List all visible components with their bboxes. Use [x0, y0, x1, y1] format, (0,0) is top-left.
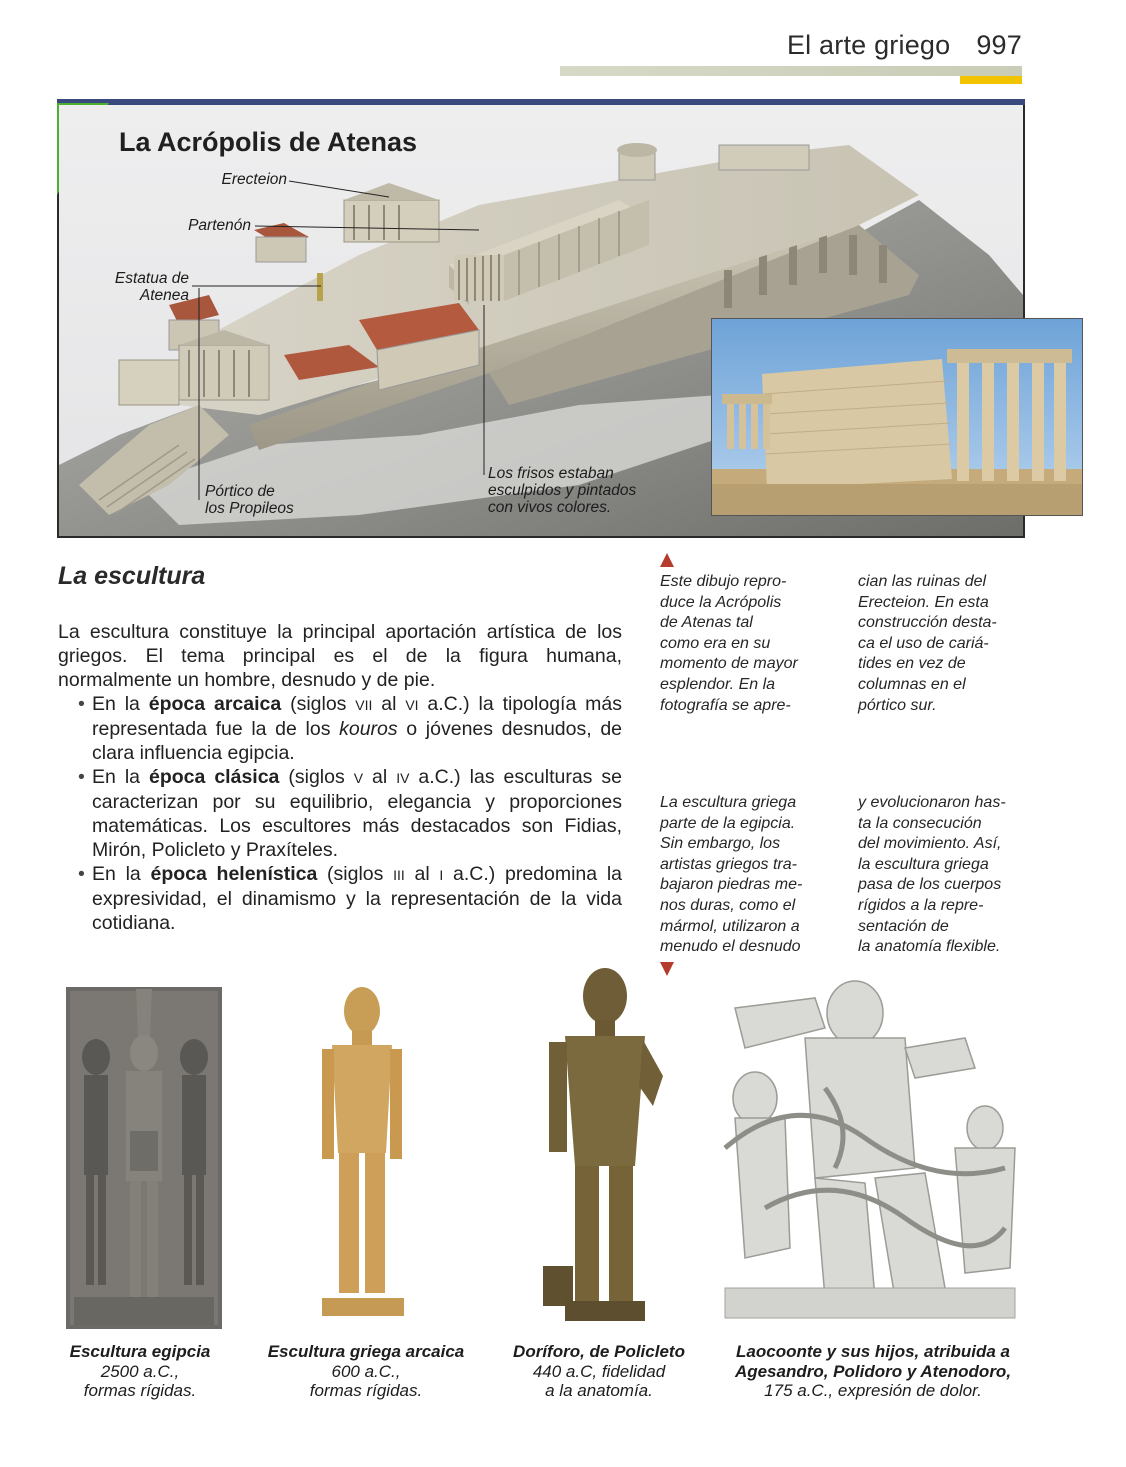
caption-laocoon-desc: 175 a.C., expresión de dolor.	[764, 1381, 982, 1400]
list-item-hellenistic: • En la época helenística (siglos III al I a.C.) predomina la expresividad, el dinamismo y la representación de la vida cotidiana.	[78, 863, 623, 934]
header-rule	[560, 66, 1022, 76]
caption-laocoon-title: Laocoonte y sus hijos, atribuida a	[736, 1342, 1010, 1361]
caption-doryphoros-desc: a la anatomía.	[545, 1381, 653, 1400]
label-partenon: Partenón	[188, 217, 251, 234]
caption-archaic-date: 600 a.C.,	[331, 1361, 401, 1381]
caption-archaic-desc: formas rígidas.	[309, 1381, 423, 1400]
caption-doryphoros-date: 440 a.C, fidelidad	[532, 1361, 666, 1381]
acropolis-figure	[57, 103, 1025, 538]
caption-egyptian-date: 2500 a.C.,	[100, 1361, 180, 1381]
caption-archaic-title: Escultura griega arcaica	[267, 1342, 465, 1361]
caption-laocoon	[714, 1342, 1032, 1401]
label-estatua-atenea	[79, 270, 189, 304]
label-frisos	[488, 465, 636, 516]
page-number: 997	[976, 30, 1022, 60]
arrow-up-icon	[660, 553, 674, 567]
section-body	[58, 620, 622, 935]
header-accent-tab	[960, 76, 1022, 84]
label-portico-propileos	[205, 483, 294, 517]
photo-note-col2: cian las ruinas del Erecteion. En esta construcción desta- ca el uso de cariá- tides en vez de columnas en el pórtico sur.	[858, 573, 997, 714]
running-header	[787, 30, 1022, 61]
archaic-kouros-image	[312, 983, 414, 1329]
caption-egyptian-desc: formas rígidas.	[83, 1381, 197, 1400]
caption-egyptian	[40, 1342, 240, 1401]
label-portico-line2: los Propileos	[205, 500, 294, 517]
term-archaic: época arcaica	[148, 693, 282, 715]
caption-archaic	[256, 1342, 476, 1401]
caption-doryphoros-title: Doríforo, de Policleto	[513, 1342, 685, 1361]
caption-egyptian-title: Escultura egipcia	[69, 1342, 211, 1361]
egyptian-sculpture-image	[66, 987, 222, 1329]
sculpt-note-col1: La escultura griega parte de la egipcia. Sin embargo, los artistas griegos tra- bajaron piedras me- nos duras, como el mármol, utilizaron a menudo el desnudo	[660, 794, 803, 956]
caption-laocoon-authors: Agesandro, Polidoro y Atenodoro,	[734, 1361, 1012, 1381]
figure-title: La Acrópolis de Atenas	[119, 127, 418, 157]
label-frisos-line2: esculpidos y pintados	[488, 482, 637, 499]
label-erecteion: Erecteion	[221, 171, 287, 188]
label-portico-line1: Pórtico de	[205, 483, 275, 500]
term-hellenistic: época helenística	[150, 863, 318, 885]
photo-note-col1: Este dibujo repro- duce la Acrópolis de Atenas tal como era en su momento de mayor esplendor. En la fotografía se apre-	[660, 573, 798, 714]
list-item-archaic: • En la época arcaica (siglos VII al VI a.C.) la tipología más representada fue la de los kouros o jóvenes desnudos, de clara influencia egipcia.	[78, 693, 623, 764]
athena-statue-drawing	[317, 273, 323, 301]
list-item-classical: • En la época clásica (siglos V al IV a.C.) las esculturas se caracterizan por su equilibrio, elegancia y proporciones matemáticas. Los escultores más destacados son Fidias, Mirón, Policleto y Praxíteles.	[78, 766, 623, 861]
label-frisos-line3: con vivos colores.	[488, 499, 612, 516]
erecteion-photo	[711, 318, 1083, 516]
section-title: La escultura	[58, 562, 206, 590]
label-frisos-line1: Los frisos estaban	[488, 465, 614, 482]
label-estatua-line1: Estatua de	[114, 270, 189, 287]
laocoon-group-image	[705, 968, 1025, 1330]
term-classical: época clásica	[149, 766, 280, 788]
sculpt-note-col2: y evolucionaron has- ta la consecución del movimiento. Así, la escultura griega pasa de los cuerpos rígidos a la repre- sentación de la anatomía flexible.	[858, 794, 1006, 956]
intro-paragraph: La escultura constituye la principal aportación artística de los griegos. El tema principal es el de la figura humana, normalmente un hombre, desnudo y de pie.	[58, 621, 622, 691]
caption-doryphoros	[497, 1342, 701, 1401]
doryphoros-image	[535, 966, 673, 1330]
label-estatua-line2: Atenea	[139, 287, 189, 304]
erecteion-photo-image	[712, 319, 1082, 515]
period-list	[58, 692, 622, 935]
header-section-title: El arte griego	[786, 30, 951, 60]
